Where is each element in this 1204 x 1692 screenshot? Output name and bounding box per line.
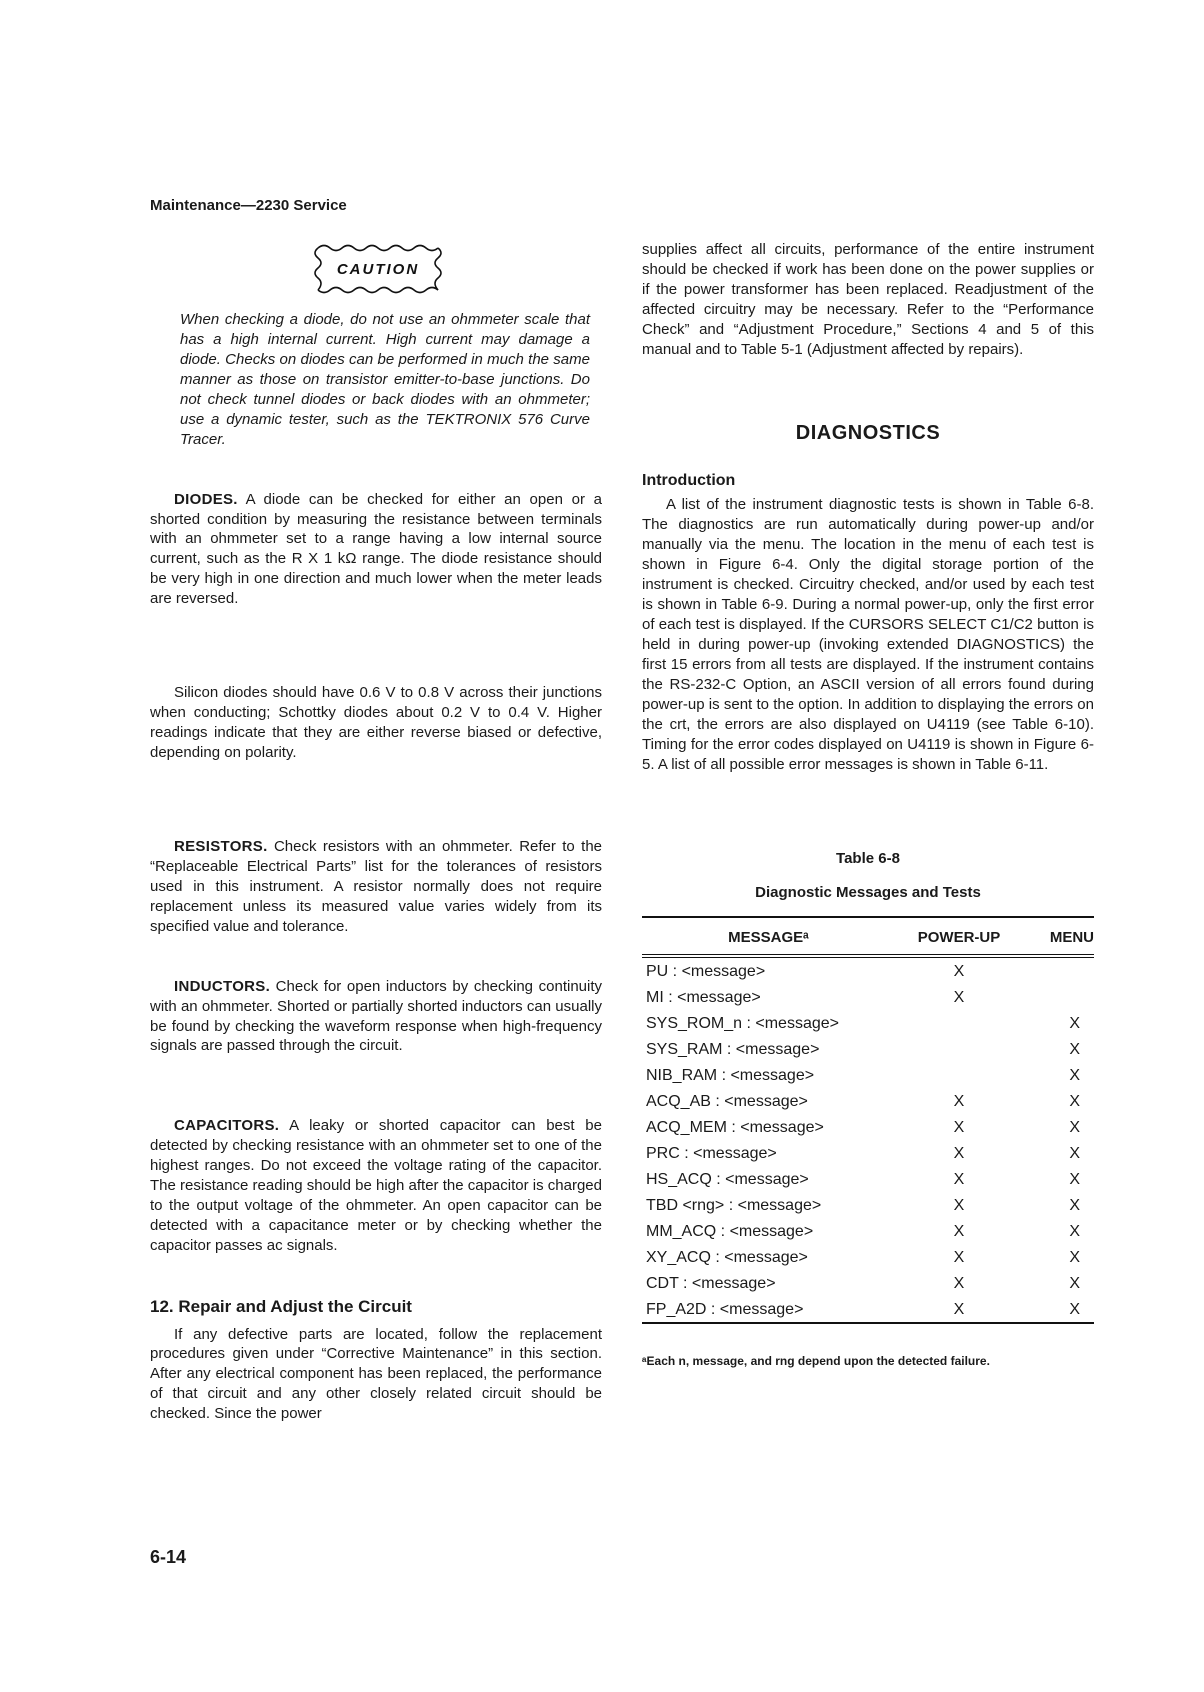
cell-message: XY_ACQ : <message> [646,1248,808,1266]
table-row [642,1036,1094,1062]
repair-paragraph: If any defective parts are located, follow the replacement procedures given under “Corrective Maintenance” in this section. After any electrical component has been replaced, the performance of that circuit and any other closely related circuit should be checked. Since the power [150,1325,602,1423]
cell-message: CDT : <message> [646,1274,776,1292]
running-header: Maintenance—2230 Service [150,197,347,214]
page-number: 6-14 [150,1547,187,1567]
capacitors-lead: CAPACITORS. [174,1117,280,1135]
header-menu: MENU [1023,917,1094,956]
table-row [642,1192,1094,1218]
left-column [150,240,602,1424]
header-message: MESSAGEᵃ [642,917,895,956]
cell-message: FP_A2D : <message> [642,1296,895,1323]
cell-message: MI : <message> [646,988,761,1006]
cell-power-up [895,1036,1023,1062]
table-row [642,1010,1094,1036]
cell-message: PRC : <message> [646,1144,777,1162]
cell-power-up: X [953,1196,965,1214]
cell-power-up: X [953,1118,965,1136]
table-row [642,1140,1094,1166]
cell-message: NIB_RAM : <message> [646,1066,815,1084]
cell-menu: X [1069,1170,1080,1188]
cell-menu: X [1069,1144,1080,1162]
cell-message: TBD <rng> : <message> [646,1196,822,1214]
cell-message: SYS_RAM : <message> [646,1040,820,1058]
cell-menu: X [1069,1092,1080,1110]
cell-menu: X [1069,1196,1080,1214]
cell-menu: X [1069,1040,1080,1058]
caution-text: When checking a diode, do not use an ohmmeter scale that has a high internal current. High current may damage a diode. Checks on diodes can be performed in much the same manner as those on transistor emitter-to-base junctions. Do not check tunnel diodes or back diodes with an ohmmeter; use a dynamic tester, such as the TEKTRONIX 576 Curve Tracer. [180,311,590,448]
table-row [642,1062,1094,1088]
cell-menu: X [1023,1296,1094,1323]
table-header-row [642,917,1094,956]
inductors-body: Check for open inductors by checking continuity with an ohmmeter. Shorted or partially shorted inductors can usually be found by checking the waveform response when high-frequency signals are passed through the circuit. [150,977,602,1055]
cell-menu [1023,984,1094,1010]
cell-menu: X [1069,1118,1080,1136]
cell-menu: X [1069,1014,1080,1032]
cell-power-up: X [953,1248,965,1266]
caution-wavy-border [310,240,450,298]
introduction-heading: Introduction [642,472,736,490]
table-row [642,1166,1094,1192]
table-row [642,1088,1094,1114]
continuation-paragraph: supplies affect all circuits, performance of the entire instrument should be checked if work has been done on the power supplies or if the power transformer has been replaced. Readjustment of the affected circuitry may be necessary. Refer to the “Performance Check” and “Adjustment Procedure,” Sections 4 and 5 of this manual and to Table 5-1 (Adjustment affected by repairs). [642,241,1094,358]
capacitors-body: A leaky or shorted capacitor can best be detected by checking resistance with an ohmmeter set to one of the highest ranges. Do not exceed the voltage rating of the capacitor. The resistance reading should be high after the capacitor is charged to the output voltage of the ohmmeter. An open capacitor can be detected with a capacitance meter or by checking whether the capacitor passes ac signals. [150,1117,602,1254]
caution-box [310,240,450,298]
right-column [642,240,1094,1370]
cell-power-up: X [895,1296,1023,1323]
cell-message: SYS_ROM_n : <message> [646,1014,839,1032]
cell-power-up: X [953,1144,965,1162]
silicon-paragraph: Silicon diodes should have 0.6 V to 0.8 V across their junctions when conducting; Schottky diodes about 0.2 V to 0.4 V. Higher readings indicate that they are either reverse biased or defective, depending on polarity. [150,684,602,761]
diagnostic-messages-table [642,916,1094,1324]
inductors-lead: INDUCTORS. [174,977,271,995]
repair-heading: 12. Repair and Adjust the Circuit [150,1296,412,1316]
table-row [642,1244,1094,1270]
table-row [642,1218,1094,1244]
header-power-up: POWER-UP [895,917,1023,956]
diodes-lead: DIODES. [174,490,238,508]
resistors-lead: RESISTORS. [174,837,268,855]
cell-power-up [895,1010,1023,1036]
diodes-paragraph [150,490,602,610]
cell-power-up: X [953,1274,965,1292]
table-row [642,1296,1094,1323]
resistors-paragraph [150,837,602,937]
table-number: Table 6-8 [836,849,900,867]
table-row [642,1114,1094,1140]
capacitors-paragraph [150,1116,602,1256]
introduction-paragraph: A list of the instrument diagnostic tests is shown in Table 6-8. The diagnostics are run automatically during power-up and/or manually via the menu. The location in the menu of each test is shown in Figure 6-4. Only the digital storage portion of the instrument is checked. Circuitry checked, and/or used by each test is shown in Table 6-9. During a normal power-up, only the first error of each test is displayed. If the CURSORS SELECT C1/C2 button is held in during power-up (invoking extended DIAGNOSTICS) the first 15 errors from all tests are displayed. If the instrument contains the RS-232-C Option, an ASCII version of all errors found during power-up is sent to the option. In addition to displaying the errors on the crt, the errors are also displayed on U4119 (see Table 6-10). Timing for the error codes displayed on U4119 is shown in Figure 6-5. A list of all possible error messages is shown in Table 6-11. [642,496,1094,773]
cell-power-up: X [953,962,965,980]
cell-message: ACQ_MEM : <message> [646,1118,824,1136]
caution-label: CAUTION [336,261,420,278]
resistors-body: Check resistors with an ohmmeter. Refer to the “Replaceable Electrical Parts” list for the tolerances of resistors used in this instrument. A resistor normally does not require replacement unless its measured value varies widely from its specified value and tolerance. [150,837,602,935]
cell-power-up: X [953,988,965,1006]
cell-message: PU : <message> [646,962,766,980]
cell-menu: X [1069,1066,1080,1084]
diagnostics-heading: DIAGNOSTICS [795,421,941,444]
cell-power-up: X [953,1170,965,1188]
cell-power-up: X [953,1222,965,1240]
diodes-body: A diode can be checked for either an open or a shorted condition by measuring the resistance between terminals with an ohmmeter set to a range having a low internal source current, such as the R X 1 kΩ range. The diode resistance should be very high in one direction and much lower when the meter leads are reversed. [150,490,602,608]
cell-menu: X [1069,1248,1080,1266]
table-row [642,1270,1094,1296]
cell-menu: X [1069,1274,1080,1292]
cell-menu: X [1069,1222,1080,1240]
table-footnote: ᵃEach n, message, and rng depend upon the detected failure. [642,1354,990,1369]
table-title: Diagnostic Messages and Tests [755,883,981,901]
cell-menu [1023,956,1094,984]
cell-message: ACQ_AB : <message> [646,1092,808,1110]
cell-message: MM_ACQ : <message> [646,1222,814,1240]
cell-power-up [895,1062,1023,1088]
inductors-paragraph [150,977,602,1057]
cell-power-up: X [953,1092,965,1110]
table-row [642,984,1094,1010]
table-row [642,956,1094,984]
cell-message: HS_ACQ : <message> [646,1170,809,1188]
